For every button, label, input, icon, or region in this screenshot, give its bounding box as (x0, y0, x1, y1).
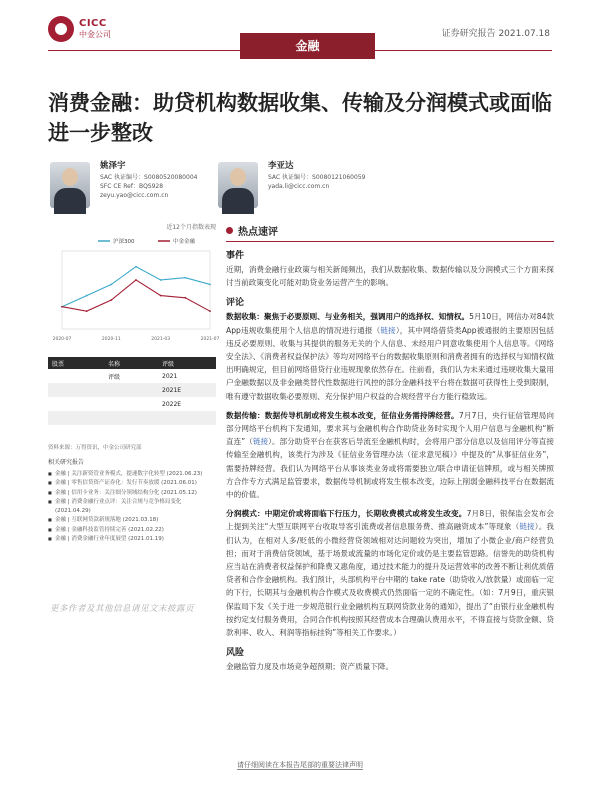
analyst-sfc: SFC CE Ref：BQS928 (100, 183, 164, 190)
table-header-row (48, 357, 216, 369)
index-performance-chart (48, 233, 220, 345)
data-point (135, 266, 137, 268)
chart-title: 近12个月指数表现 (166, 224, 216, 231)
report-meta: 证券研究报告 2021.07.18 (441, 29, 550, 39)
risk-heading: 风险 (226, 648, 245, 659)
data-point (61, 306, 63, 308)
paragraph-text: 7月8日，银保监会发布会上提到关注“大型互联网平台收取导客引流费或者信息服务费、推高融资成本”等现象（ (226, 509, 554, 532)
analyst-name: 李亚达 (268, 161, 294, 171)
data-point (110, 299, 112, 301)
logo-en: CICC (79, 18, 107, 29)
data-point (86, 295, 88, 297)
table-row (48, 383, 216, 397)
cicc-logo-icon (48, 16, 74, 42)
table-row (48, 425, 216, 439)
data-point (110, 284, 112, 286)
paragraph-text: 7月7日，央行征信管理局向部分网络平台机构下发通知，要求其与金融机构合作助贷业务时实现个人用户信息与金融机构“断直连”（ (226, 410, 555, 447)
paragraph-text: ）。我们认为，在相对人多/贬低的小微经营贷领域相对达问题较为突出，增加了小微企业/商户经营负担；而对于消费信贷领域，基于场景或流量的市场化定价或仍是主要监管思路。信誉先的助贷机构应当站在消费者权益保护和降费又惠角度，通过技术能力的提升及运营效率的改善不断让利优质借贷者和合作金融机构。我们预计，头部机构平台中期的 take rate（助贷收入/放款量）或面临一定的下行，长期其与金融机构合作模式及收费模式仍然面临一定的不确定性。（如：7月9日，重庆银保监局下发《关于进一步规范银行业金融机构互联网贷款业务的通知》，提出了“由银行业金融机构按约定支付服务费用，合同合作机构按照其经营成本合理确认费用水平，不得直接与贷款金额、贷款利率、收入、利润等指标挂钩”等相关工作要求。） (226, 522, 554, 638)
paragraph-lead: 分润模式：中期定价或将面临下行压力，长期收费模式或将发生改变。 (226, 509, 467, 519)
paragraph-data-collection (226, 310, 554, 402)
comment-heading: 评论 (226, 298, 245, 309)
paragraph-lead: 数据收集：聚焦于必要原则、与业务相关，强调用户的选择权、知情权。 (226, 312, 470, 322)
related-report-item[interactable]: ■ 金融 | 消费金融行业点评：关注合规与竞争格局变化 (2021.04.29) (48, 498, 216, 515)
page-title: 消费金融：助贷机构数据收集、传输及分润模式或面临进一步整改 (48, 91, 552, 145)
table-row (48, 397, 216, 411)
ratings-table (48, 357, 216, 439)
source-link[interactable]: 链接 (252, 437, 269, 447)
x-tick-label: 2020-07 (52, 337, 72, 342)
data-point (184, 297, 186, 299)
analyst-email[interactable]: zeyu.yao@cicc.com.cn (100, 192, 169, 199)
analyst-name: 姚泽宇 (100, 161, 126, 171)
section-bullet-icon (226, 227, 233, 234)
logo-cn: 中金公司 (79, 30, 111, 39)
source-link[interactable]: 链接 (519, 522, 535, 532)
disclosure-watermark: 更多作者及其他信息请见文末披露页 (50, 604, 195, 614)
series-line (62, 267, 210, 307)
table-cell: 评级 (108, 373, 121, 381)
table-cell: 评级 (162, 360, 175, 368)
data-point (209, 310, 211, 312)
analyst-sac: SAC 执证编号：S0080121060059 (268, 174, 366, 181)
section-heading-text: 热点速评 (238, 226, 278, 238)
table-cell: 2021E (162, 386, 182, 394)
analyst-card-1 (50, 162, 197, 208)
x-tick-label: 2021-07 (200, 337, 220, 342)
source-link[interactable]: 链接 (380, 325, 396, 335)
related-report-item[interactable]: ■ 金融 | 零售信贷资产证券化：发行节奏放缓 (2021.06.01) (48, 479, 216, 488)
legal-footer (0, 760, 600, 770)
source-note: 资料来源：万得资讯，中金公司研究部 (48, 445, 142, 451)
related-report-item[interactable]: ■ 金融 | 消费金融行业年度展望 (2021.01.19) (48, 535, 216, 544)
data-point (160, 279, 162, 281)
sector-tag: 金融 (240, 33, 375, 59)
data-point (135, 279, 137, 281)
data-point (209, 284, 211, 286)
table-row (48, 369, 216, 383)
analyst-sac: SAC 执证编号：S0080520080004 (100, 174, 198, 181)
chart-frame (62, 251, 210, 329)
cicc-logo (48, 16, 111, 42)
related-research-heading: 相关研究报告 (48, 459, 85, 466)
paragraph-lead: 数据传输：数据传导机制或将发生根本改变，征信业务需持牌经营。 (226, 410, 459, 420)
analyst-email[interactable]: yada.li@cicc.com.cn (268, 183, 330, 190)
related-research (48, 459, 216, 544)
table-cell: 2021 (162, 372, 178, 380)
section-heading (226, 222, 554, 242)
paragraph-text: ）。部分助贷平台在获客后导流至金融机构时，会将用户部分信息以及信用评分等直接传输至金融机构，该类行为涉及《征信业务管理办法（征求意见稿）》中提及的“从事征信业务”，需要持牌经营。我们认为网络平台从事该类业务或将需要独立/联合申请征信牌照，或与相关牌照方合作专方式满足监管要求，数据传导机制或将发生根本改变，边际上削弱金融科技平台在数据流中的价值。 (226, 437, 554, 500)
paragraph-data-transfer (226, 409, 554, 501)
right-column (226, 222, 554, 673)
related-report-item[interactable]: ■ 金融 | 互联网贷款新规落地 (2021.03.18) (48, 516, 216, 525)
table-row (48, 411, 216, 425)
event-paragraph: 近期，消费金融行业政策与相关新闻频出，我们从数据收集、数据传输以及分润模式三个方面来探讨当前政策变化可能对助贷业务运营产生的影响。 (226, 265, 554, 288)
legend-label: 中金金融 (173, 239, 196, 245)
analyst-photo (218, 162, 258, 208)
paragraph-profit-sharing (226, 507, 554, 639)
legend-label: 沪深300 (113, 239, 135, 245)
data-point (86, 310, 88, 312)
data-point (184, 277, 186, 279)
paragraph-text: ），其中网络借贷类App被通报的主要原因包括违反必要原则、收集与其提供的服务无关的个人信息、未经用户同意收集使用个人信息等。《网络安全法》、《消费者权益保护法》等均对网络平台的数据收集原则和消费者拥有的选择权与知情权做出明确规定，但目前网络借贷行业违规现象依然存在。往前看，我们认为未来通过违规收集大量用户金融数据以及非金融类替代性数据进行风控的部分金融科技平台将在数据可获得性上受到限制，唯有遵守数据收集必要原则、充分保护用户权益的合规经营平台方能行稳致远。 (226, 325, 555, 401)
related-report-item[interactable]: ■ 金融 | 关注新资管业务模式，提速数字化转型 (2021.06.23) (48, 470, 216, 479)
data-point (160, 295, 162, 297)
x-tick-label: 2021-03 (151, 337, 171, 342)
paragraph-text: 5月10日，网信办对84款App违规收集使用个人信息的情况进行通报（ (226, 312, 555, 335)
risk-paragraph: 金融监管力度及市场竞争超预期；资产质量下降。 (226, 662, 394, 672)
related-report-item[interactable]: ■ 金融 | 金融科技监管持续完善 (2021.02.22) (48, 526, 216, 535)
x-tick-label: 2020-11 (101, 337, 121, 342)
analyst-card-2 (218, 162, 365, 208)
event-heading: 事件 (226, 251, 245, 261)
table-cell: 股票 (52, 360, 65, 368)
legal-footer-text[interactable]: 请仔细阅读在本报告尾部的重要法律声明 (237, 761, 363, 769)
table-cell: 2022E (162, 400, 182, 408)
left-column (48, 222, 220, 545)
table-cell: 名称 (108, 360, 121, 368)
related-report-item[interactable]: ■ 金融 | 信用卡业务：关注细分领域结构分化 (2021.05.12) (48, 489, 216, 498)
analyst-photo (50, 162, 90, 208)
series-line (62, 280, 210, 311)
